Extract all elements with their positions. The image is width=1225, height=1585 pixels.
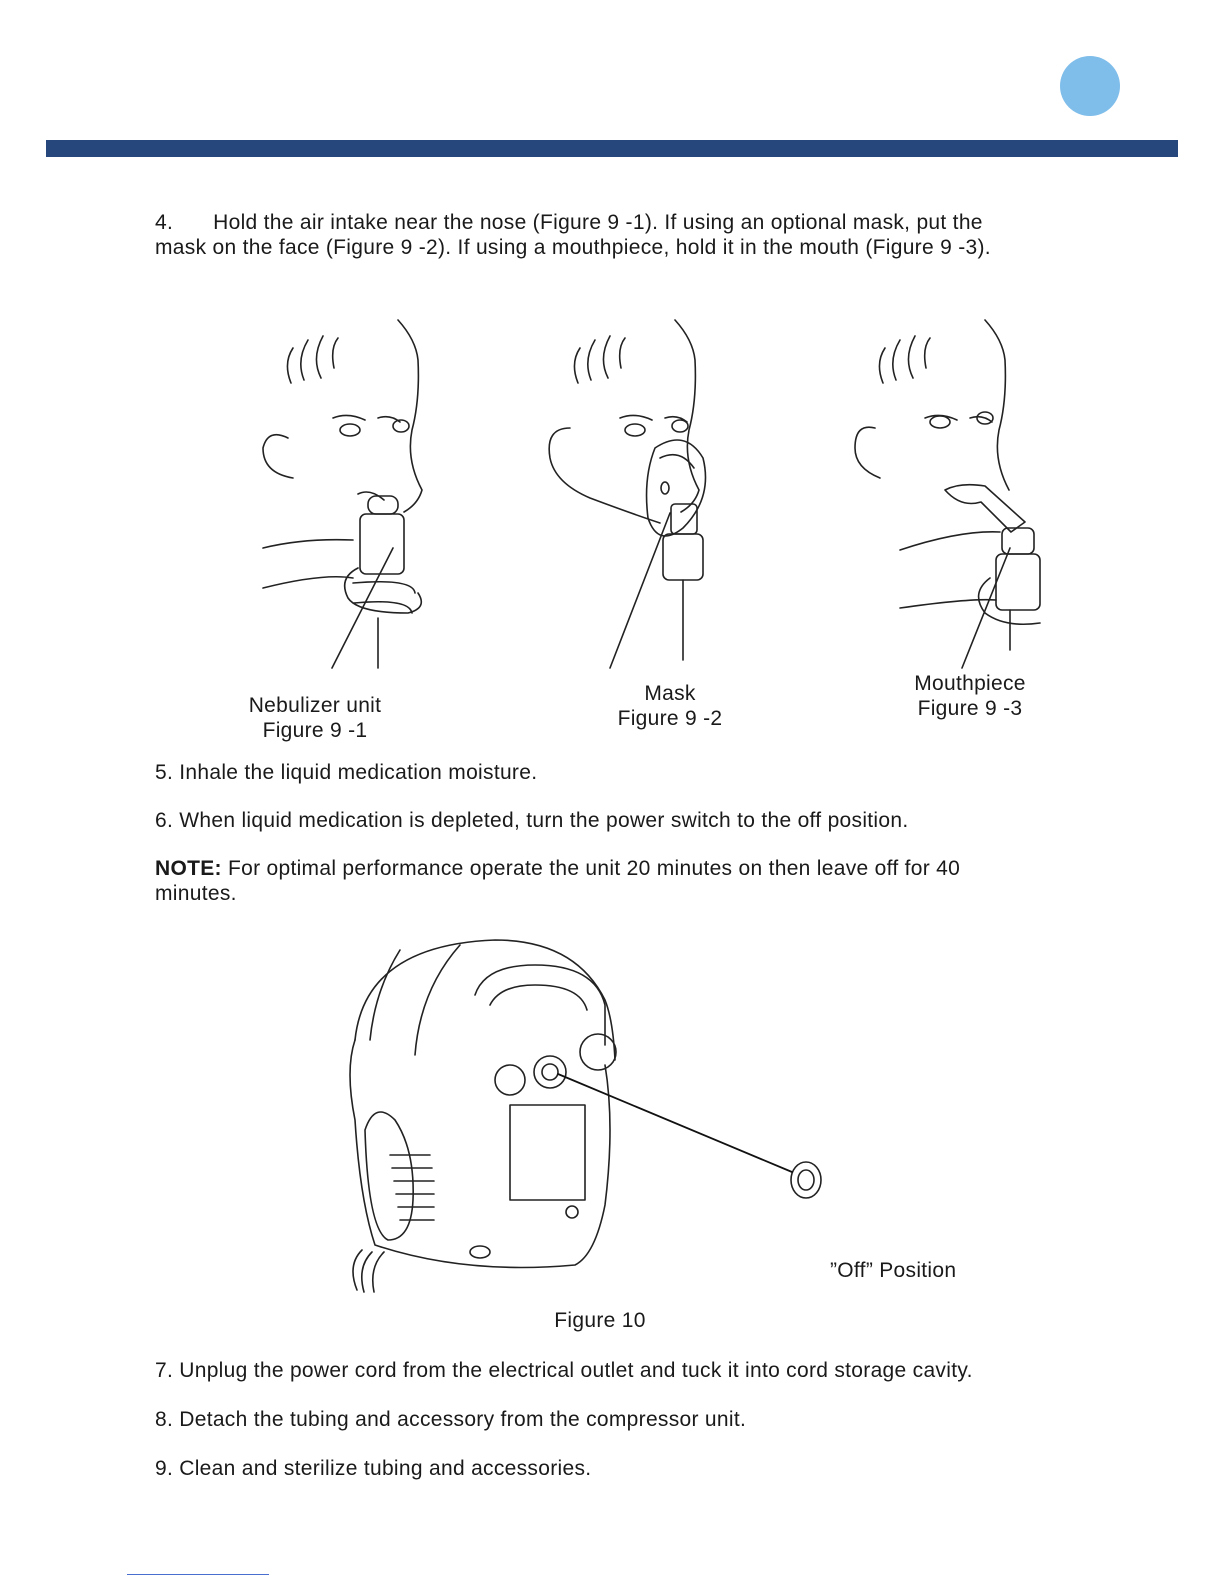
step-5: 5. Inhale the liquid medication moisture. bbox=[155, 761, 538, 784]
note-line-1 bbox=[155, 856, 960, 881]
figure-9-2-label: Mask bbox=[644, 682, 696, 705]
note-text-line-1: For optimal performance operate the unit 20 minutes on then leave off for 40 bbox=[221, 857, 961, 880]
figure-9-1-label: Nebulizer unit bbox=[248, 694, 382, 717]
step-6: 6. When liquid medication is depleted, turn the power switch to the off position. bbox=[155, 809, 909, 832]
figure-9-1-illustration bbox=[258, 318, 438, 678]
header-band bbox=[46, 140, 1178, 157]
note-text-line-2: minutes. bbox=[155, 882, 237, 905]
step-4-number: 4. bbox=[155, 211, 174, 234]
page-number-badge bbox=[1060, 56, 1120, 116]
step-7: 7. Unplug the power cord from the electrical outlet and tuck it into cord storage cavity. bbox=[155, 1359, 973, 1382]
figure-9-2-illustration bbox=[545, 318, 735, 678]
figure-9-2-caption: Figure 9 -2 bbox=[617, 707, 723, 730]
figure-10-compressor-illustration bbox=[340, 940, 840, 1300]
step-4-text-line-2: mask on the face (Figure 9 -2). If using a mouthpiece, hold it in the mouth (Figure 9 -3). bbox=[155, 236, 991, 259]
figure-9-3-caption: Figure 9 -3 bbox=[917, 697, 1023, 720]
off-position-label: ”Off” Position bbox=[830, 1259, 957, 1282]
figure-9-3-illustration bbox=[850, 318, 1050, 658]
figure-10-caption: Figure 10 bbox=[554, 1309, 646, 1332]
step-4-text-line-1: Hold the air intake near the nose (Figure 9 -1). If using an optional mask, put the bbox=[213, 211, 983, 234]
figure-9-1-caption: Figure 9 -1 bbox=[262, 719, 368, 742]
note-label: NOTE: bbox=[155, 857, 222, 880]
footer-rule bbox=[127, 1574, 269, 1575]
step-4-line-1 bbox=[155, 210, 983, 235]
step-8: 8. Detach the tubing and accessory from the compressor unit. bbox=[155, 1408, 747, 1431]
figure-9-3-label: Mouthpiece bbox=[914, 672, 1026, 695]
step-9: 9. Clean and sterilize tubing and accessories. bbox=[155, 1457, 592, 1480]
